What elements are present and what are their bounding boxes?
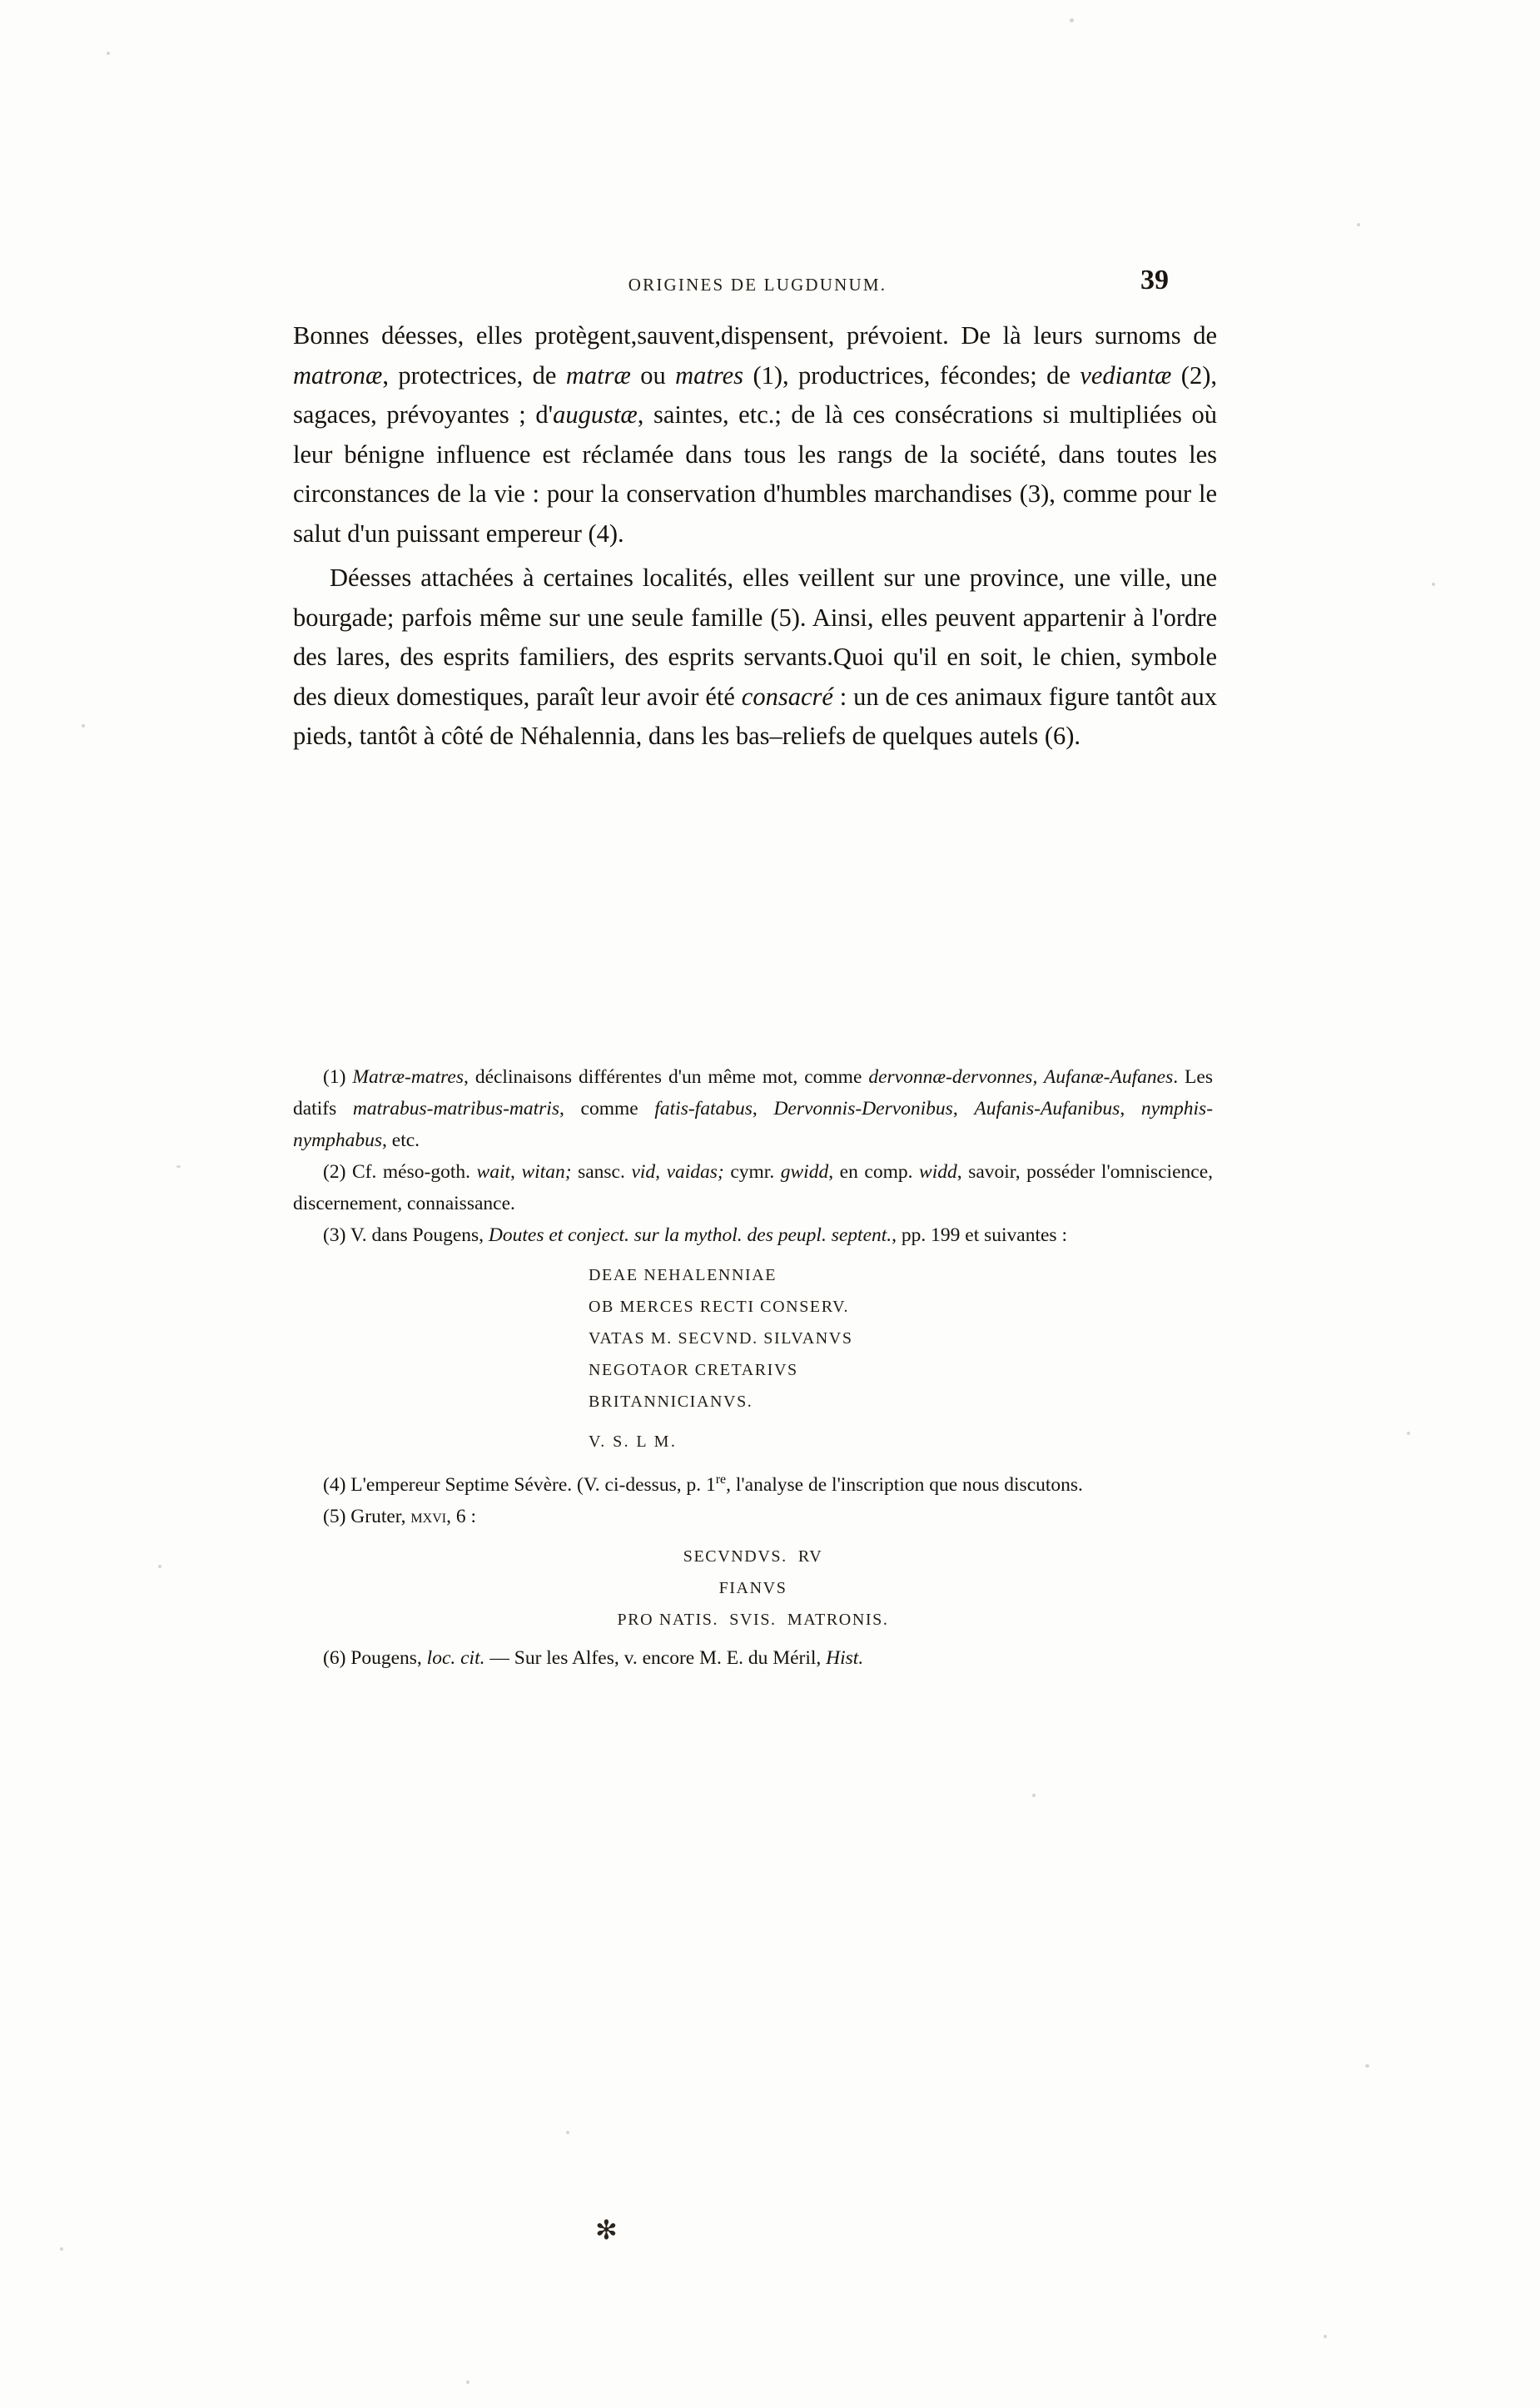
scan-speck (107, 52, 110, 55)
footnote-1-marker: (1) (323, 1066, 353, 1088)
scan-speck (1324, 2335, 1327, 2338)
footnote-1-text-3: , comme (559, 1098, 655, 1120)
footnote-4 (293, 1464, 1213, 1501)
scan-speck (1032, 1794, 1036, 1797)
inscription-line: PRO NATIS. SVIS. MATRONIS. (617, 1610, 889, 1629)
footnote-4-marker: (4) L'empereur Septime Sévère. (V. ci-dessus, p. 1 (323, 1473, 716, 1496)
footnote-1-text-1: , déclinaisons différentes d'un même mot, comme (463, 1066, 869, 1088)
ornament-asterisk: ✻ (595, 2215, 618, 2245)
footnote-1-italic-7: nymphis-nymphabus (293, 1098, 1214, 1151)
footnote-2-text-2: cymr. (723, 1161, 781, 1183)
inscription-line: OB MERCES RECTI CONSERV. (589, 1298, 850, 1316)
footnote-1-text-5: , (952, 1098, 975, 1120)
footnote-2-italic-3: gwidd (780, 1161, 829, 1183)
footnote-3-marker: (3) V. dans Pougens, (323, 1224, 489, 1246)
footnote-1-italic-1: Matræ-matres (352, 1066, 464, 1088)
footnote-2-text-1: sansc. (571, 1161, 632, 1183)
scan-speck (82, 724, 85, 727)
scan-speck (1365, 2064, 1369, 2068)
inscription-line: BRITANNICIANVS. (589, 1393, 753, 1411)
inscription-vsl: V. S. L M. (589, 1432, 678, 1451)
footnote-6 (293, 1642, 1213, 1674)
paragraph-1: Bonnes déesses, elles protègent,sauvent,dispensent, prévoient. De là leurs surnoms de matronæ, protectrices, de matræ ou matres (1), productrices, fécondes; de vediantæ (2), sagaces, prévoyantes ; d'augustæ, saintes, etc.; de là ces consécrations si multipliées où leur bénigne influence est réclamée dans tous les rangs de la société, dans toutes les circonstances de la vie : pour la conservation d'humbles marchandises (3), comme pour le salut d'un puissant empereur (4). (293, 321, 1217, 548)
footnote-2-italic-1: wait, witan; (476, 1161, 572, 1183)
footnote-1-italic-2: dervonnæ-dervonnes, Aufanæ-Aufanes (868, 1066, 1174, 1088)
inscription-line: SECVNDVS. RV (683, 1547, 823, 1566)
footnote-5-marker: (5) Gruter, (323, 1505, 411, 1527)
scan-speck (176, 1165, 181, 1168)
body-text (293, 316, 1217, 757)
footnote-2-text-4: , savoir, posséder l'omniscience, discernement, connaissance. (293, 1161, 1214, 1214)
inscription-nehalennia (293, 1259, 1213, 1417)
footnote-1-italic-6: Aufanis-Aufanibus (974, 1098, 1120, 1120)
footnote-1 (293, 1061, 1213, 1156)
footnote-5-smallcaps: mxvi (410, 1505, 447, 1527)
footnote-3-text-1: , pp. 199 et suivantes : (892, 1224, 1067, 1246)
footnote-4-text-1: , l'analyse de l'inscription que nous discutons. (726, 1473, 1083, 1496)
footnote-6-text-1: — Sur les Alfes, v. encore M. E. du Méril, (484, 1646, 827, 1669)
inscription-line: VATAS M. SECVND. SILVANVS (589, 1329, 853, 1348)
footnote-3-italic-1: Doutes et conject. sur la mythol. des peupl. septent. (488, 1224, 892, 1246)
footnote-1-text-4: , (752, 1098, 774, 1120)
footnote-2-text-3: , en comp. (828, 1161, 920, 1183)
footnote-1-italic-3: matrabus-matribus-matris (352, 1098, 559, 1120)
scan-speck (1407, 1432, 1410, 1435)
footnote-2-italic-2: vid, vaidas; (631, 1161, 724, 1183)
footnote-5-text-1: , 6 : (446, 1505, 476, 1527)
footnotes (293, 1061, 1213, 1674)
running-head: ORIGINES DE LUGDUNUM. (628, 275, 887, 295)
footnote-2 (293, 1156, 1213, 1219)
scan-speck (158, 1565, 161, 1568)
footnote-6-marker: (6) Pougens, (323, 1646, 427, 1669)
footnote-1-text-6: , (1120, 1098, 1141, 1120)
scan-speck (1070, 18, 1074, 22)
footnote-4-superscript: re (715, 1472, 727, 1487)
footnote-2-italic-4: widd (919, 1161, 957, 1183)
footnote-1-italic-4: fatis-fatabus (654, 1098, 753, 1120)
footnote-2-marker: (2) Cf. méso-goth. (323, 1161, 477, 1183)
scan-speck (566, 2131, 569, 2134)
footnote-6-italic-2: Hist. (826, 1646, 864, 1669)
footnote-1-text-2: . Les datifs (293, 1066, 1213, 1120)
footnote-3 (293, 1219, 1213, 1251)
footnote-6-italic-1: loc. cit. (426, 1646, 485, 1669)
scan-speck (1432, 583, 1435, 586)
footnote-1-text-7: , etc. (382, 1130, 420, 1151)
scan-speck (60, 2247, 63, 2251)
inscription-secundus (293, 1541, 1213, 1636)
footnote-1-italic-5: Dervonnis-Dervonibus (773, 1098, 953, 1120)
scan-speck (466, 2381, 469, 2384)
inscription-line: DEAE NEHALENNIAE (589, 1266, 777, 1284)
inscription-line: FIANVS (718, 1578, 787, 1597)
paragraph-2: Déesses attachées à certaines localités, elles veillent sur une province, une ville, une bourgade; parfois même sur une seule famille (5). Ainsi, elles peuvent appartenir à l'ordre des lares, des esprits familiers, des esprits servants.Quoi qu'il en soit, le chien, symbole des dieux domestiques, paraît leur avoir été consacré : un de ces animaux figure tantôt aux pieds, tantôt à côté de Néhalennia, dans les bas–reliefs de quelques autels (6). (293, 564, 1217, 750)
inscription-line: NEGOTAOR CRETARIVS (589, 1361, 798, 1379)
scan-speck (1357, 223, 1360, 226)
page-number: 39 (1140, 265, 1169, 295)
footnote-5 (293, 1501, 1213, 1532)
